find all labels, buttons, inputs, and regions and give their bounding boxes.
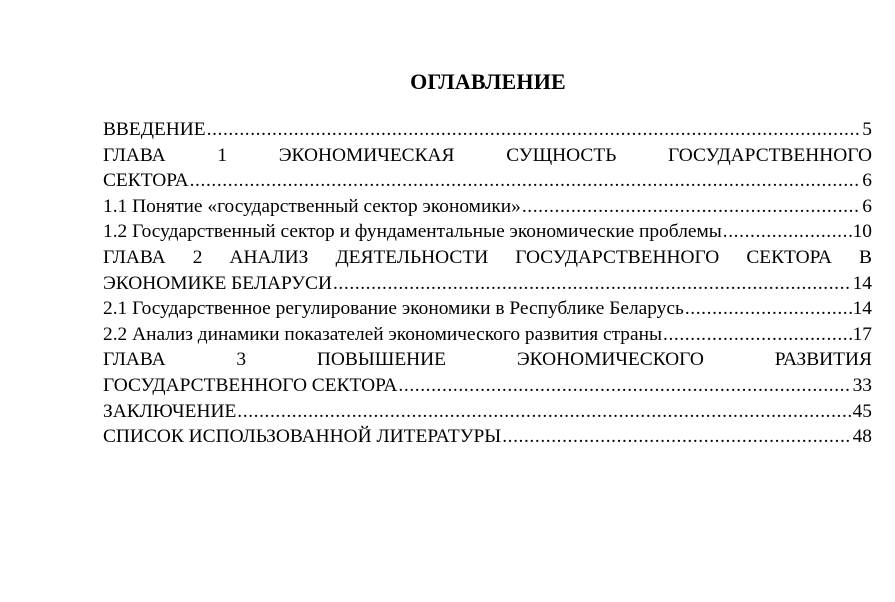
toc-word: ГЛАВА xyxy=(103,246,166,268)
toc-word: В xyxy=(859,246,872,268)
toc-entry-text: 2.1 Государственное регулирование экономики в Республике Беларусь xyxy=(103,298,684,320)
toc-line xyxy=(103,399,872,425)
toc-line xyxy=(103,117,872,143)
toc-entry-text: ЗАКЛЮЧЕНИЕ xyxy=(103,400,237,422)
toc-line xyxy=(103,424,872,450)
toc-entry-section-1-1 xyxy=(103,194,872,220)
toc-word: ГЛАВА xyxy=(103,144,166,166)
toc-entry-text: СЕКТОРА xyxy=(103,170,189,192)
toc-word: ДЕЯТЕЛЬНОСТИ xyxy=(335,246,489,268)
toc-entry-introduction xyxy=(103,117,872,143)
dot-leader xyxy=(333,271,852,297)
toc-entry-first-line xyxy=(103,245,872,271)
toc-entry-chapter-1 xyxy=(103,143,872,194)
toc-word: ГЛАВА xyxy=(103,349,166,371)
toc-word: ГОСУДАРСТВЕННОГО xyxy=(515,246,720,268)
toc-page-number: 6 xyxy=(862,195,872,217)
toc-line xyxy=(103,296,872,322)
toc-page-number: 17 xyxy=(852,323,872,345)
toc-entry-section-2-2 xyxy=(103,322,872,348)
toc-word: ЭКОНОМИЧЕСКОГО xyxy=(516,349,704,371)
toc-word: ЭКОНОМИЧЕСКАЯ xyxy=(278,144,455,166)
toc-entry-section-1-2 xyxy=(103,219,872,245)
toc-entry-section-2-1 xyxy=(103,296,872,322)
toc-page-number: 6 xyxy=(862,170,872,192)
toc-title: ОГЛАВЛЕНИЕ xyxy=(410,69,566,94)
toc-entry-text: 1.2 Государственный сектор и фундаментальные экономические проблемы xyxy=(103,221,722,243)
toc-word: СУЩНОСТЬ xyxy=(506,144,617,166)
toc-page-number: 48 xyxy=(852,426,872,448)
toc-word: ПОВЫШЕНИЕ xyxy=(316,349,447,371)
dot-leader xyxy=(522,194,861,220)
toc-word: 3 xyxy=(236,349,247,371)
toc-page-number: 10 xyxy=(852,221,872,243)
toc-line xyxy=(103,322,872,348)
toc-entry-text: ГОСУДАРСТВЕННОГО СЕКТОРА xyxy=(103,374,398,396)
dot-leader xyxy=(398,373,851,399)
dot-leader xyxy=(190,168,862,194)
toc-word: ГОСУДАРСТВЕННОГО xyxy=(668,144,872,166)
dot-leader xyxy=(663,322,852,348)
toc-line xyxy=(103,168,872,194)
toc-page-number: 5 xyxy=(862,119,872,140)
toc-entry-text: 2.2 Анализ динамики показателей экономического развития страны xyxy=(103,323,663,345)
toc-entry-references xyxy=(103,424,872,450)
toc-page-number: 45 xyxy=(852,400,872,422)
toc-entry-chapter-3 xyxy=(103,347,872,398)
toc-word: АНАЛИЗ xyxy=(229,246,309,268)
toc-word: 2 xyxy=(192,246,203,268)
toc-word: РАЗВИТИЯ xyxy=(774,349,872,371)
toc-page-number: 14 xyxy=(852,272,872,294)
toc-entry-text: ВВЕДЕНИЕ xyxy=(103,119,206,140)
dot-leader xyxy=(207,117,862,143)
toc-entry-text: ЭКОНОМИКЕ БЕЛАРУСИ xyxy=(103,272,332,294)
dot-leader xyxy=(723,219,852,245)
toc-entry-text: 1.1 Понятие «государственный сектор экономики» xyxy=(103,195,521,217)
toc-entry-text: СПИСОК ИСПОЛЬЗОВАННОЙ ЛИТЕРАТУРЫ xyxy=(103,426,502,448)
toc-entry-conclusion xyxy=(103,399,872,425)
toc-line xyxy=(103,194,872,220)
dot-leader xyxy=(685,296,852,322)
toc-word: СЕКТОРА xyxy=(746,246,832,268)
toc-word: 1 xyxy=(217,144,228,166)
toc-page-number: 33 xyxy=(852,374,872,396)
toc-entry-chapter-2 xyxy=(103,245,872,296)
toc-line xyxy=(103,373,872,399)
toc-page-number: 14 xyxy=(852,298,872,320)
dot-leader xyxy=(237,399,851,425)
dot-leader xyxy=(502,424,851,450)
toc-line xyxy=(103,271,872,297)
table-of-contents xyxy=(103,117,872,450)
toc-entry-first-line xyxy=(103,143,872,169)
toc-line xyxy=(103,219,872,245)
toc-entry-first-line xyxy=(103,347,872,373)
